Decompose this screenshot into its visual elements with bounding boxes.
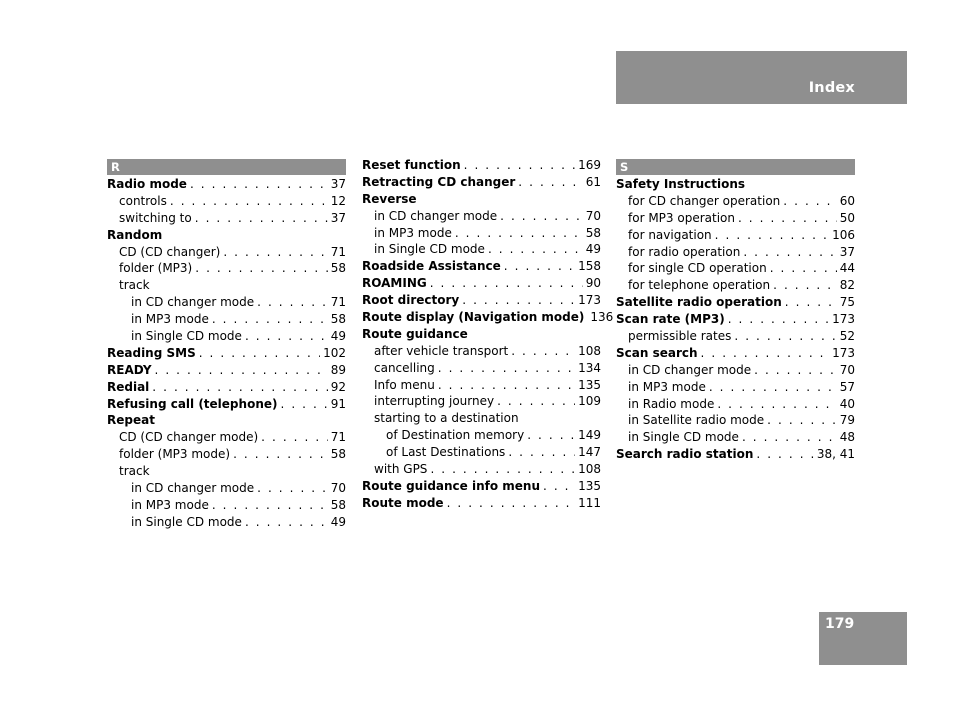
index-entry <box>107 412 346 429</box>
index-entry <box>107 396 346 413</box>
index-page-ref: 58 <box>330 447 346 462</box>
index-entry <box>362 225 601 242</box>
dot-leader <box>155 362 328 379</box>
index-entry <box>362 275 601 292</box>
dot-leader <box>152 379 327 396</box>
index-entry <box>362 495 601 512</box>
index-term: folder (MP3 mode) <box>119 447 231 462</box>
dot-leader <box>527 427 575 444</box>
index-term: Retracting CD changer <box>362 174 516 189</box>
dot-leader <box>430 275 583 292</box>
index-entry <box>362 377 601 394</box>
index-term: for single CD operation <box>628 261 767 276</box>
index-term: Random <box>107 227 163 242</box>
index-term: CD (CD changer mode) <box>119 430 259 445</box>
index-column-2 <box>362 157 614 512</box>
dot-leader <box>233 446 328 463</box>
index-entry <box>616 227 855 244</box>
dot-leader <box>195 260 327 277</box>
index-page-ref: 71 <box>330 244 346 259</box>
index-term: in Radio mode <box>628 396 715 411</box>
dot-leader <box>500 208 583 225</box>
index-entry <box>616 362 855 379</box>
index-entry <box>107 362 346 379</box>
index-term: Safety Instructions <box>616 177 746 191</box>
index-term: Radio mode <box>107 177 187 191</box>
index-page-ref: 135 <box>578 377 601 392</box>
index-page-ref: 49 <box>330 329 346 344</box>
index-page-ref: 60 <box>839 193 855 208</box>
index-entry <box>107 260 346 277</box>
index-entry <box>362 478 601 495</box>
index-entry <box>362 174 601 191</box>
index-page-ref: 90 <box>585 276 601 291</box>
dot-leader <box>743 244 836 261</box>
index-term: Satellite radio operation <box>616 295 782 310</box>
index-entry <box>362 444 601 461</box>
dot-leader <box>280 396 327 413</box>
index-entry <box>616 311 855 328</box>
index-term: in MP3 mode <box>374 225 452 240</box>
index-page-ref: 58 <box>330 261 346 276</box>
index-page-ref: 37 <box>330 210 346 225</box>
index-entry <box>362 427 601 444</box>
index-page-ref: 44 <box>839 261 855 276</box>
index-page-ref: 49 <box>330 514 346 529</box>
index-entry <box>362 241 601 258</box>
index-page-ref: 37 <box>839 244 855 259</box>
dot-leader <box>257 480 328 497</box>
dot-leader <box>462 292 575 309</box>
dot-leader <box>785 294 837 311</box>
index-entry <box>107 379 346 396</box>
dot-leader <box>497 393 575 410</box>
index-term: of Last Destinations <box>386 445 506 460</box>
dot-leader <box>464 157 575 174</box>
index-page-ref: 61 <box>585 174 601 189</box>
index-page-ref: 89 <box>330 362 346 377</box>
dot-leader <box>212 311 328 328</box>
index-term: interrupting journey <box>374 394 495 409</box>
index-page-ref: 70 <box>330 481 346 496</box>
index-page-ref: 70 <box>585 208 601 223</box>
index-page-ref: 106 <box>832 227 855 242</box>
index-term: in MP3 mode <box>628 379 706 394</box>
chapter-title: Index <box>808 80 855 96</box>
index-term: switching to <box>119 210 192 225</box>
index-entry <box>616 193 855 210</box>
dot-leader <box>715 227 829 244</box>
index-entry <box>616 277 855 294</box>
dot-leader <box>438 377 575 394</box>
index-page-ref: 173 <box>832 312 855 327</box>
page-number: 179 <box>825 616 855 632</box>
dot-leader <box>701 345 830 362</box>
dot-leader <box>257 294 328 311</box>
index-term: in CD changer mode <box>131 481 255 496</box>
dot-leader <box>195 210 328 227</box>
index-term: controls <box>119 193 167 208</box>
section-letter-header: S <box>616 159 855 175</box>
index-page-ref: 108 <box>578 343 601 358</box>
dot-leader <box>261 429 328 446</box>
index-entry <box>362 309 614 326</box>
dot-leader <box>190 176 328 193</box>
dot-leader <box>199 345 320 362</box>
index-term: track <box>119 278 150 293</box>
dot-leader <box>773 277 837 294</box>
index-entry <box>107 311 346 328</box>
index-entry <box>362 461 601 478</box>
dot-leader <box>742 429 837 446</box>
index-entry <box>616 260 855 277</box>
index-term: in CD changer mode <box>131 295 255 310</box>
section-letter-header: R <box>107 159 346 175</box>
dot-leader <box>717 396 836 413</box>
index-entry <box>616 294 855 311</box>
index-page-ref: 71 <box>330 295 346 310</box>
index-page-ref: 169 <box>578 158 601 172</box>
index-entry <box>362 258 601 275</box>
index-page-ref: 109 <box>578 394 601 409</box>
index-page-ref: 58 <box>330 497 346 512</box>
index-page-ref: 70 <box>839 362 855 377</box>
index-entry <box>616 176 855 193</box>
index-page-ref: 75 <box>839 295 855 310</box>
dot-leader <box>488 241 583 258</box>
dot-leader <box>212 497 328 514</box>
index-page-ref: 38, 41 <box>816 447 855 462</box>
dot-leader <box>455 225 583 242</box>
index-entry <box>362 191 601 208</box>
dot-leader <box>508 444 575 461</box>
dot-leader <box>734 328 836 345</box>
index-term: permissible rates <box>628 329 732 344</box>
index-term: in Single CD mode <box>131 329 242 344</box>
dot-leader <box>447 495 576 512</box>
index-entry <box>107 277 346 294</box>
index-page-ref: 134 <box>578 360 601 375</box>
index-entry <box>107 193 346 210</box>
index-page-ref: 91 <box>330 396 346 411</box>
index-term: Route mode <box>362 495 444 510</box>
dot-leader <box>728 311 829 328</box>
dot-leader <box>709 379 837 396</box>
index-entry <box>107 497 346 514</box>
index-term: Search radio station <box>616 447 754 462</box>
index-page-ref: 173 <box>832 345 855 360</box>
index-entry <box>362 326 601 343</box>
index-page-ref: 147 <box>578 445 601 460</box>
index-page-ref: 149 <box>578 428 601 443</box>
index-term: Root directory <box>362 293 460 308</box>
index-term: Repeat <box>107 413 155 428</box>
index-entry <box>107 446 346 463</box>
index-page-ref: 102 <box>323 345 346 360</box>
index-page-ref: 173 <box>578 293 601 308</box>
index-term: Redial <box>107 379 150 394</box>
index-page-ref: 111 <box>578 495 601 510</box>
dot-leader <box>430 461 575 478</box>
index-term: in MP3 mode <box>131 312 209 327</box>
index-entry <box>616 396 855 413</box>
index-term: in Satellite radio mode <box>628 413 765 428</box>
index-term: Reset function <box>362 158 461 172</box>
index-term: Reverse <box>362 191 417 206</box>
index-term: with GPS <box>374 462 428 477</box>
index-entry <box>616 379 855 396</box>
index-term: after vehicle transport <box>374 343 509 358</box>
index-term: Route display (Navigation mode) <box>362 310 585 325</box>
index-entry <box>616 429 855 446</box>
index-term: CD (CD changer) <box>119 244 221 259</box>
index-page-ref: 57 <box>839 379 855 394</box>
index-entry <box>362 157 601 174</box>
index-term: for MP3 operation <box>628 210 735 225</box>
index-entry <box>362 393 601 410</box>
index-term: in Single CD mode <box>628 430 739 445</box>
index-entry <box>616 345 855 362</box>
index-term: Refusing call (telephone) <box>107 396 278 411</box>
index-entry <box>107 176 346 193</box>
index-term: Roadside Assistance <box>362 259 501 274</box>
dot-leader <box>245 328 328 345</box>
dot-leader <box>170 193 328 210</box>
index-term: Info menu <box>374 377 435 392</box>
index-entry <box>107 345 346 362</box>
index-column-1 <box>107 157 346 531</box>
index-entry <box>107 463 346 480</box>
index-entry <box>616 446 855 463</box>
index-term: starting to a destination <box>374 411 519 426</box>
index-entry <box>107 244 346 261</box>
index-page-ref: 40 <box>839 396 855 411</box>
index-entry <box>362 292 601 309</box>
index-term: Route guidance info menu <box>362 478 541 493</box>
index-page-ref: 108 <box>578 462 601 477</box>
index-column-3 <box>616 157 855 463</box>
index-term: in CD changer mode <box>628 362 752 377</box>
dot-leader <box>518 174 582 191</box>
index-entry <box>362 410 601 427</box>
index-entry <box>107 480 346 497</box>
index-term: Route guidance <box>362 326 468 341</box>
dot-leader <box>770 260 837 277</box>
dot-leader <box>504 258 575 275</box>
chapter-header-tab <box>616 51 907 104</box>
index-page-ref: 52 <box>839 329 855 344</box>
dot-leader <box>438 360 575 377</box>
index-term: for radio operation <box>628 244 741 259</box>
index-term: in CD changer mode <box>374 208 498 223</box>
index-page-ref: 135 <box>578 478 601 493</box>
dot-leader <box>767 412 837 429</box>
index-term: in Single CD mode <box>374 242 485 257</box>
index-page-ref: 82 <box>839 278 855 293</box>
dot-leader <box>543 478 575 495</box>
index-page-ref: 48 <box>839 430 855 445</box>
index-page-ref: 136 <box>590 310 614 325</box>
page-number-tab <box>819 612 907 665</box>
dot-leader <box>738 210 837 227</box>
index-page-ref: 92 <box>330 379 346 394</box>
index-term: READY <box>107 362 152 377</box>
index-entry <box>107 328 346 345</box>
index-entry <box>616 328 855 345</box>
index-term: Scan search <box>616 345 698 360</box>
index-term: track <box>119 464 150 479</box>
index-term: Scan rate (MP3) <box>616 312 725 327</box>
index-page-ref: 71 <box>330 430 346 445</box>
index-entry <box>107 294 346 311</box>
index-entry <box>362 343 601 360</box>
dot-leader <box>783 193 836 210</box>
dot-leader <box>756 446 813 463</box>
index-term: in MP3 mode <box>131 497 209 512</box>
index-term: in Single CD mode <box>131 514 242 529</box>
dot-leader <box>223 244 327 261</box>
index-term: for CD changer operation <box>628 193 781 208</box>
index-entry <box>616 244 855 261</box>
index-page-ref: 79 <box>839 413 855 428</box>
index-page-ref: 50 <box>839 210 855 225</box>
index-term: for telephone operation <box>628 278 771 293</box>
index-entry <box>107 227 346 244</box>
index-page-ref: 37 <box>330 177 346 191</box>
index-term: of Destination memory <box>386 428 525 443</box>
index-entry <box>107 429 346 446</box>
index-page-ref: 58 <box>585 225 601 240</box>
index-entry <box>107 210 346 227</box>
index-page-ref: 158 <box>578 259 601 274</box>
index-entry <box>362 208 601 225</box>
index-entry <box>616 412 855 429</box>
index-entry <box>362 360 601 377</box>
index-entry <box>107 514 346 531</box>
index-page-ref: 12 <box>330 193 346 208</box>
index-term: for navigation <box>628 227 712 242</box>
dot-leader <box>245 514 328 531</box>
dot-leader <box>511 343 575 360</box>
index-term: folder (MP3) <box>119 261 193 276</box>
index-entry <box>616 210 855 227</box>
index-term: cancelling <box>374 360 435 375</box>
index-term: Reading SMS <box>107 345 196 360</box>
index-term: ROAMING <box>362 276 427 291</box>
index-page-ref: 49 <box>585 242 601 257</box>
dot-leader <box>754 362 837 379</box>
index-page-ref: 58 <box>330 312 346 327</box>
